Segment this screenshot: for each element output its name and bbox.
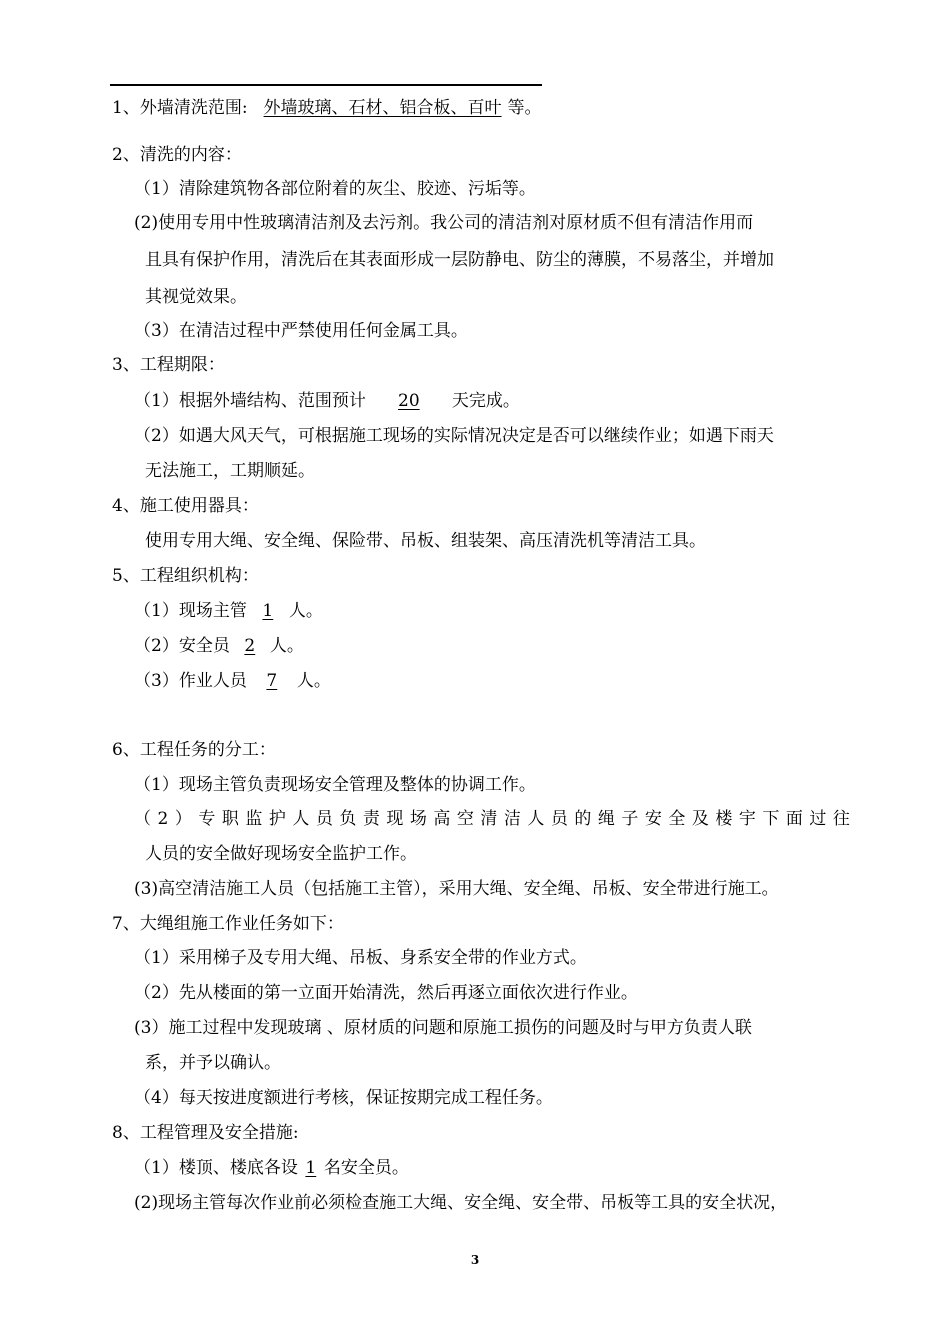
section-7-heading: 7、大绳组施工作业任务如下：	[112, 914, 344, 934]
section-7-item-3-line-2: 系，并予以确认。	[145, 1053, 281, 1073]
section-3-item-1-suffix: 天完成。	[451, 391, 520, 411]
section-5-item-1	[134, 599, 323, 623]
section-7-item-3-line-1: (3）施工过程中发现玻璃 、原材质的问题和原施工损伤的问题及时与甲方负责人联	[134, 1018, 752, 1038]
section-5-item-2	[134, 634, 304, 658]
section-4-heading: 4、施工使用器具：	[112, 496, 259, 516]
section-1-scope: 外墙玻璃、石材、铝合板、百叶	[263, 98, 502, 118]
section-7-item-1: （1）采用梯子及专用大绳、吊板、身系安全带的作业方式。	[134, 948, 587, 968]
header-rule	[110, 84, 542, 86]
section-5-item-3	[134, 669, 331, 693]
section-1-suffix: 等。	[507, 98, 542, 118]
section-5-item-3-prefix: （3）作业人员	[134, 671, 247, 691]
section-6-item-3: (3)高空清洁施工人员（包括施工主管），采用大绳、安全绳、吊板、安全带进行施工。	[134, 879, 779, 899]
section-7-item-4: （4）每天按进度额进行考核，保证按期完成工程任务。	[134, 1088, 553, 1108]
section-5-item-3-suffix: 人。	[296, 671, 331, 691]
worker-count: 7	[266, 671, 278, 691]
section-1-label: 1、外墙清洗范围:	[112, 98, 248, 118]
section-3-item-1-prefix: （1）根据外墙结构、范围预计	[134, 391, 366, 411]
section-8-item-2: (2)现场主管每次作业前必须检查施工大绳、安全绳、安全带、吊板等工具的安全状况，	[134, 1193, 788, 1213]
section-3-item-1	[134, 389, 520, 413]
section-5-item-1-suffix: 人。	[288, 601, 323, 621]
section-8-heading: 8、工程管理及安全措施:	[112, 1123, 299, 1143]
section-8-item-1	[134, 1156, 409, 1180]
section-3-item-2-line-1: （2）如遇大风天气，可根据施工现场的实际情况决定是否可以继续作业；如遇下雨天	[134, 426, 774, 446]
section-1-line	[112, 96, 542, 120]
section-6-item-1: （1）现场主管负责现场安全管理及整体的协调工作。	[134, 775, 536, 795]
section-7-item-2: （2）先从楼面的第一立面开始清洗，然后再逐立面依次进行作业。	[134, 983, 638, 1003]
section-6-heading: 6、工程任务的分工：	[112, 740, 276, 760]
section-3-heading: 3、工程期限：	[112, 355, 225, 375]
safety-officer-count: 2	[244, 636, 256, 656]
page-number: 3	[470, 1253, 480, 1267]
section-2-item-2-line-2: 且具有保护作用，清洗后在其表面形成一层防静电、防尘的薄膜，不易落尘，并增加	[145, 250, 774, 270]
section-5-item-1-prefix: （1）现场主管	[134, 601, 247, 621]
section-3-item-2-line-2: 无法施工，工期顺延。	[145, 461, 315, 481]
section-2-item-1: （1）清除建筑物各部位附着的灰尘、胶迹、污垢等。	[134, 179, 536, 199]
safety-officer-per-floor-count: 1	[305, 1158, 317, 1178]
section-4-text: 使用专用大绳、安全绳、保险带、吊板、组装架、高压清洗机等清洁工具。	[145, 531, 706, 551]
section-2-item-2-line-3: 其视觉效果。	[145, 287, 247, 307]
section-6-item-2-line-2: 人员的安全做好现场安全监护工作。	[145, 844, 417, 864]
section-5-item-2-prefix: （2）安全员	[134, 636, 230, 656]
section-2-heading: 2、清洗的内容：	[112, 145, 242, 165]
section-5-item-2-suffix: 人。	[269, 636, 304, 656]
section-2-item-2-line-1: (2)使用专用中性玻璃清洁剂及去污剂。我公司的清洁剂对原材质不但有清洁作用而	[134, 213, 754, 233]
section-8-item-1-prefix: （1）楼顶、楼底各设	[134, 1158, 298, 1178]
section-8-item-1-suffix: 名安全员。	[323, 1158, 409, 1178]
section-5-heading: 5、工程组织机构：	[112, 566, 259, 586]
duration-days: 20	[398, 391, 420, 411]
section-6-item-2-line-1: （2）专职监护人员负责现场高空清洁人员的绳子安全及楼宇下面过往	[134, 809, 857, 829]
site-manager-count: 1	[262, 601, 274, 621]
section-2-item-3: （3）在清洁过程中严禁使用任何金属工具。	[134, 321, 468, 341]
